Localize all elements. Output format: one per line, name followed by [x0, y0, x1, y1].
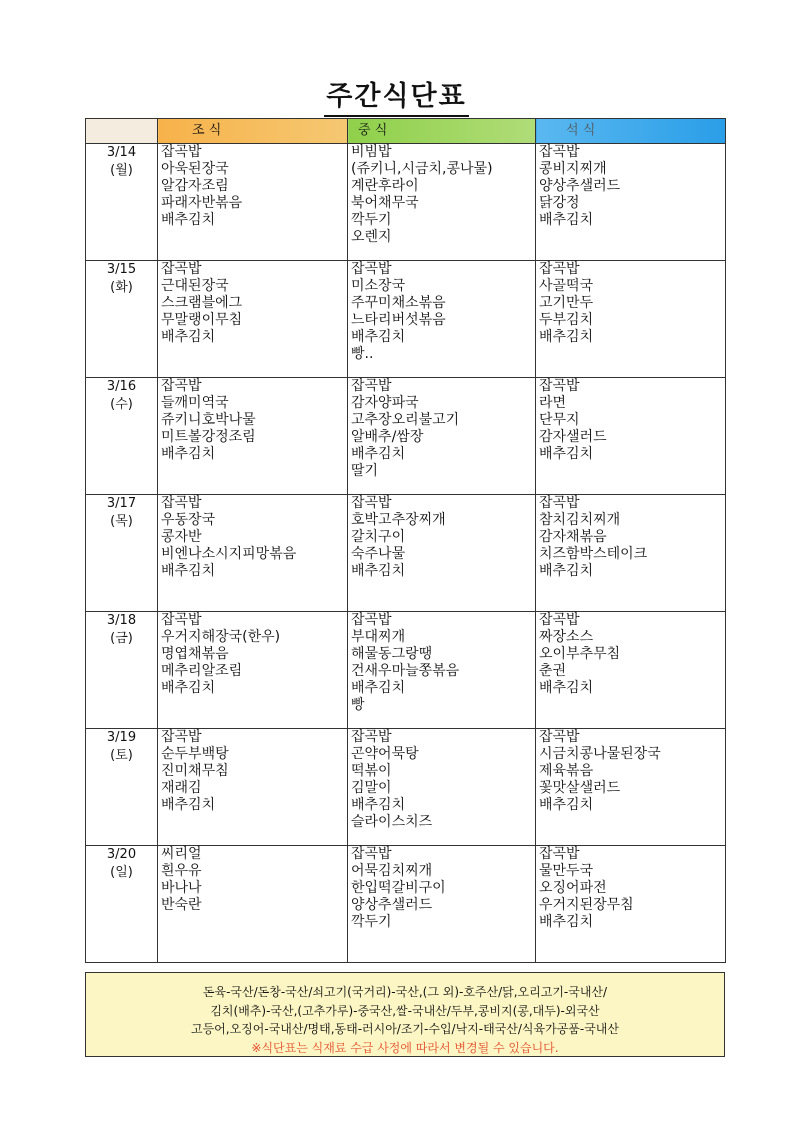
- menu-item: 잡곡밥: [161, 729, 202, 745]
- menu-item: 콩비지찌개: [539, 161, 607, 177]
- menu-item: 알배추/쌈장: [351, 429, 424, 445]
- menu-item: 오렌지: [351, 229, 392, 245]
- menu-item: 빵..: [351, 346, 374, 362]
- date-label: 3/14: [106, 145, 137, 160]
- dinner-cell: [536, 261, 726, 378]
- date-label: 3/15: [106, 262, 137, 277]
- menu-item: 잡곡밥: [351, 729, 392, 745]
- date-label: 3/19: [106, 730, 137, 745]
- menu-item: 곤약어묵탕: [351, 746, 419, 762]
- menu-item: 배추김치: [161, 797, 216, 813]
- weekday-label: (월): [110, 163, 133, 178]
- menu-item: 잡곡밥: [161, 378, 202, 394]
- menu-item: 배추김치: [539, 680, 594, 696]
- menu-item: 순두부백탕: [161, 746, 229, 762]
- menu-item: 배추김치: [351, 329, 406, 345]
- menu-item: 배추김치: [161, 680, 216, 696]
- menu-item: 계란후라이: [351, 178, 419, 194]
- menu-item: 잡곡밥: [351, 846, 392, 862]
- menu-item: 시금치콩나물된장국: [539, 746, 661, 762]
- menu-item: 한입떡갈비구이: [351, 880, 446, 896]
- menu-item: 감자채볶음: [539, 529, 607, 545]
- menu-item: 들깨미역국: [161, 395, 229, 411]
- menu-item: 배추김치: [351, 680, 406, 696]
- menu-item: 배추김치: [539, 563, 594, 579]
- menu-item: 씨리얼: [161, 846, 202, 862]
- menu-item: 비빔밥: [351, 144, 392, 160]
- menu-item: 사골떡국: [539, 278, 594, 294]
- menu-item: 잡곡밥: [161, 495, 202, 511]
- menu-item: 양상추샐러드: [351, 897, 433, 913]
- menu-item: 우거지해장국(한우): [161, 629, 281, 645]
- table-row: [86, 846, 726, 963]
- menu-item: 부대찌개: [351, 629, 406, 645]
- menu-item: 짜장소스: [539, 629, 594, 645]
- menu-item: 잡곡밥: [351, 495, 392, 511]
- menu-item: 숙주나물: [351, 546, 406, 562]
- menu-item: 꽃맛살샐러드: [539, 780, 621, 796]
- menu-item: 배추김치: [351, 563, 406, 579]
- menu-item: 잡곡밥: [539, 495, 580, 511]
- menu-item: 잡곡밥: [539, 729, 580, 745]
- menu-item: 흰우유: [161, 863, 202, 879]
- breakfast-cell: [158, 378, 348, 495]
- menu-item: 배추김치: [539, 212, 594, 228]
- menu-item: 참치김치찌개: [539, 512, 621, 528]
- menu-item: 쥬키니호박나물: [161, 412, 256, 428]
- menu-item: 우거지된장무침: [539, 897, 634, 913]
- header-corner: [86, 119, 158, 144]
- date-cell: [86, 612, 158, 729]
- weekday-label: (수): [110, 397, 133, 412]
- menu-item: 슬라이스치즈: [351, 814, 433, 830]
- menu-item: 떡볶이: [351, 763, 392, 779]
- lunch-cell: [348, 846, 536, 963]
- menu-item: 북어채무국: [351, 195, 419, 211]
- menu-item: 잡곡밥: [539, 846, 580, 862]
- date-label: 3/18: [106, 613, 137, 628]
- menu-item: 잡곡밥: [351, 261, 392, 277]
- table-row: [86, 729, 726, 846]
- page-title: 주간식단표: [0, 74, 793, 113]
- date-cell: [86, 378, 158, 495]
- menu-item: 비엔나소시지피망볶음: [161, 546, 297, 562]
- menu-item: 배추김치: [351, 446, 406, 462]
- menu-item: 배추김치: [539, 329, 594, 345]
- menu-item: 주꾸미채소볶음: [351, 295, 446, 311]
- origin-footer: [85, 972, 725, 1057]
- menu-item: 잡곡밥: [539, 378, 580, 394]
- table-row: [86, 495, 726, 612]
- menu-item: (쥬키니,시금치,콩나물): [351, 161, 493, 177]
- dinner-cell: [536, 378, 726, 495]
- menu-item: 명엽채볶음: [161, 646, 229, 662]
- menu-item: 물만두국: [539, 863, 594, 879]
- date-cell: [86, 261, 158, 378]
- menu-item: 제육볶음: [539, 763, 594, 779]
- breakfast-cell: [158, 495, 348, 612]
- menu-item: 빵: [351, 697, 365, 713]
- menu-item: 두부김치: [539, 312, 594, 328]
- header-lunch: 중 식: [348, 119, 536, 144]
- lunch-cell: [348, 612, 536, 729]
- weekday-label: (토): [110, 748, 133, 763]
- date-cell: [86, 495, 158, 612]
- menu-item: 배추김치: [539, 446, 594, 462]
- menu-item: 무말랭이무침: [161, 312, 243, 328]
- menu-item: 감자샐러드: [539, 429, 607, 445]
- lunch-cell: [348, 144, 536, 261]
- breakfast-cell: [158, 729, 348, 846]
- menu-item: 깍두기: [351, 212, 392, 228]
- menu-item: 닭강정: [539, 195, 580, 211]
- menu-item: 스크램블에그: [161, 295, 243, 311]
- menu-item: 건새우마늘쫑볶음: [351, 663, 460, 679]
- menu-item: 파래자반볶음: [161, 195, 243, 211]
- menu-item: 바나나: [161, 880, 202, 896]
- menu-item: 오이부추무침: [539, 646, 621, 662]
- menu-item: 배추김치: [351, 797, 406, 813]
- menu-item: 근대된장국: [161, 278, 229, 294]
- origin-line-3: 고등어,오징어-국내산/명태,동태-러시아/조기-수입/낙지-태국산/식육가공품-국내산: [191, 1022, 619, 1036]
- menu-item: 느타리버섯볶음: [351, 312, 446, 328]
- menu-item: 치즈함박스테이크: [539, 546, 648, 562]
- menu-item: 해물동그랑땡: [351, 646, 433, 662]
- menu-item: 반숙란: [161, 897, 202, 913]
- header-dinner: 석 식: [536, 119, 726, 144]
- date-label: 3/16: [106, 379, 137, 394]
- weekday-label: (화): [110, 280, 133, 295]
- menu-item: 어묵김치찌개: [351, 863, 433, 879]
- menu-item: 잡곡밥: [161, 261, 202, 277]
- menu-item: 김말이: [351, 780, 392, 796]
- menu-item: 호박고추장찌개: [351, 512, 446, 528]
- table-row: [86, 612, 726, 729]
- menu-item: 오징어파전: [539, 880, 607, 896]
- weekday-label: (목): [110, 514, 133, 529]
- menu-item: 메추리알조림: [161, 663, 243, 679]
- dinner-cell: [536, 846, 726, 963]
- dinner-cell: [536, 612, 726, 729]
- breakfast-cell: [158, 612, 348, 729]
- lunch-cell: [348, 495, 536, 612]
- menu-item: 양상추샐러드: [539, 178, 621, 194]
- menu-item: 콩자반: [161, 529, 202, 545]
- menu-item: 아욱된장국: [161, 161, 229, 177]
- menu-item: 잡곡밥: [539, 612, 580, 628]
- date-cell: [86, 729, 158, 846]
- meal-table: [85, 118, 726, 963]
- change-notice: ※식단표는 식재료 수급 사정에 따라서 변경될 수 있습니다.: [251, 1040, 559, 1055]
- date-label: 3/20: [106, 847, 137, 862]
- table-row: [86, 378, 726, 495]
- menu-item: 배추김치: [161, 212, 216, 228]
- origin-line-2: 김치(배추)-국산,(고추가루)-중국산,쌀-국내산/두부,콩비지(콩,대두)-외국산: [210, 1003, 600, 1018]
- date-cell: [86, 846, 158, 963]
- date-cell: [86, 144, 158, 261]
- menu-item: 잡곡밥: [161, 144, 202, 160]
- menu-item: 재래김: [161, 780, 202, 796]
- header-breakfast: 조 식: [158, 119, 348, 144]
- menu-item: 우동장국: [161, 512, 216, 528]
- menu-item: 배추김치: [161, 329, 216, 345]
- menu-item: 감자양파국: [351, 395, 419, 411]
- menu-item: 배추김치: [161, 446, 216, 462]
- lunch-cell: [348, 378, 536, 495]
- menu-item: 배추김치: [539, 797, 594, 813]
- table-row: [86, 261, 726, 378]
- menu-item: 알감자조림: [161, 178, 229, 194]
- date-label: 3/17: [106, 496, 137, 511]
- menu-item: 고기만두: [539, 295, 594, 311]
- dinner-cell: [536, 144, 726, 261]
- menu-item: 단무지: [539, 412, 580, 428]
- breakfast-cell: [158, 846, 348, 963]
- breakfast-cell: [158, 261, 348, 378]
- menu-item: 깍두기: [351, 914, 392, 930]
- dinner-cell: [536, 729, 726, 846]
- menu-item: 진미채무침: [161, 763, 229, 779]
- menu-item: 잡곡밥: [351, 612, 392, 628]
- menu-item: 잡곡밥: [539, 144, 580, 160]
- menu-item: 잡곡밥: [539, 261, 580, 277]
- table-row: [86, 144, 726, 261]
- menu-item: 춘권: [539, 663, 567, 679]
- breakfast-cell: [158, 144, 348, 261]
- menu-item: 잡곡밥: [161, 612, 202, 628]
- menu-item: 배추김치: [539, 914, 594, 930]
- lunch-cell: [348, 729, 536, 846]
- lunch-cell: [348, 261, 536, 378]
- menu-item: 배추김치: [161, 563, 216, 579]
- weekday-label: (일): [110, 865, 133, 880]
- dinner-cell: [536, 495, 726, 612]
- menu-item: 미소장국: [351, 278, 406, 294]
- menu-item: 라면: [539, 395, 567, 411]
- origin-line-1: 돈육-국산/돈창-국산/쇠고기(국거리)-국산,(그 외)-호주산/닭,오리고기-국내산/: [202, 985, 608, 999]
- menu-item: 미트볼강정조림: [161, 429, 256, 445]
- menu-item: 딸기: [351, 463, 379, 479]
- menu-item: 잡곡밥: [351, 378, 392, 394]
- weekday-label: (금): [110, 631, 133, 646]
- menu-item: 고추장오리불고기: [351, 412, 460, 428]
- table-header-row: [86, 119, 726, 144]
- menu-item: 갈치구이: [351, 529, 406, 545]
